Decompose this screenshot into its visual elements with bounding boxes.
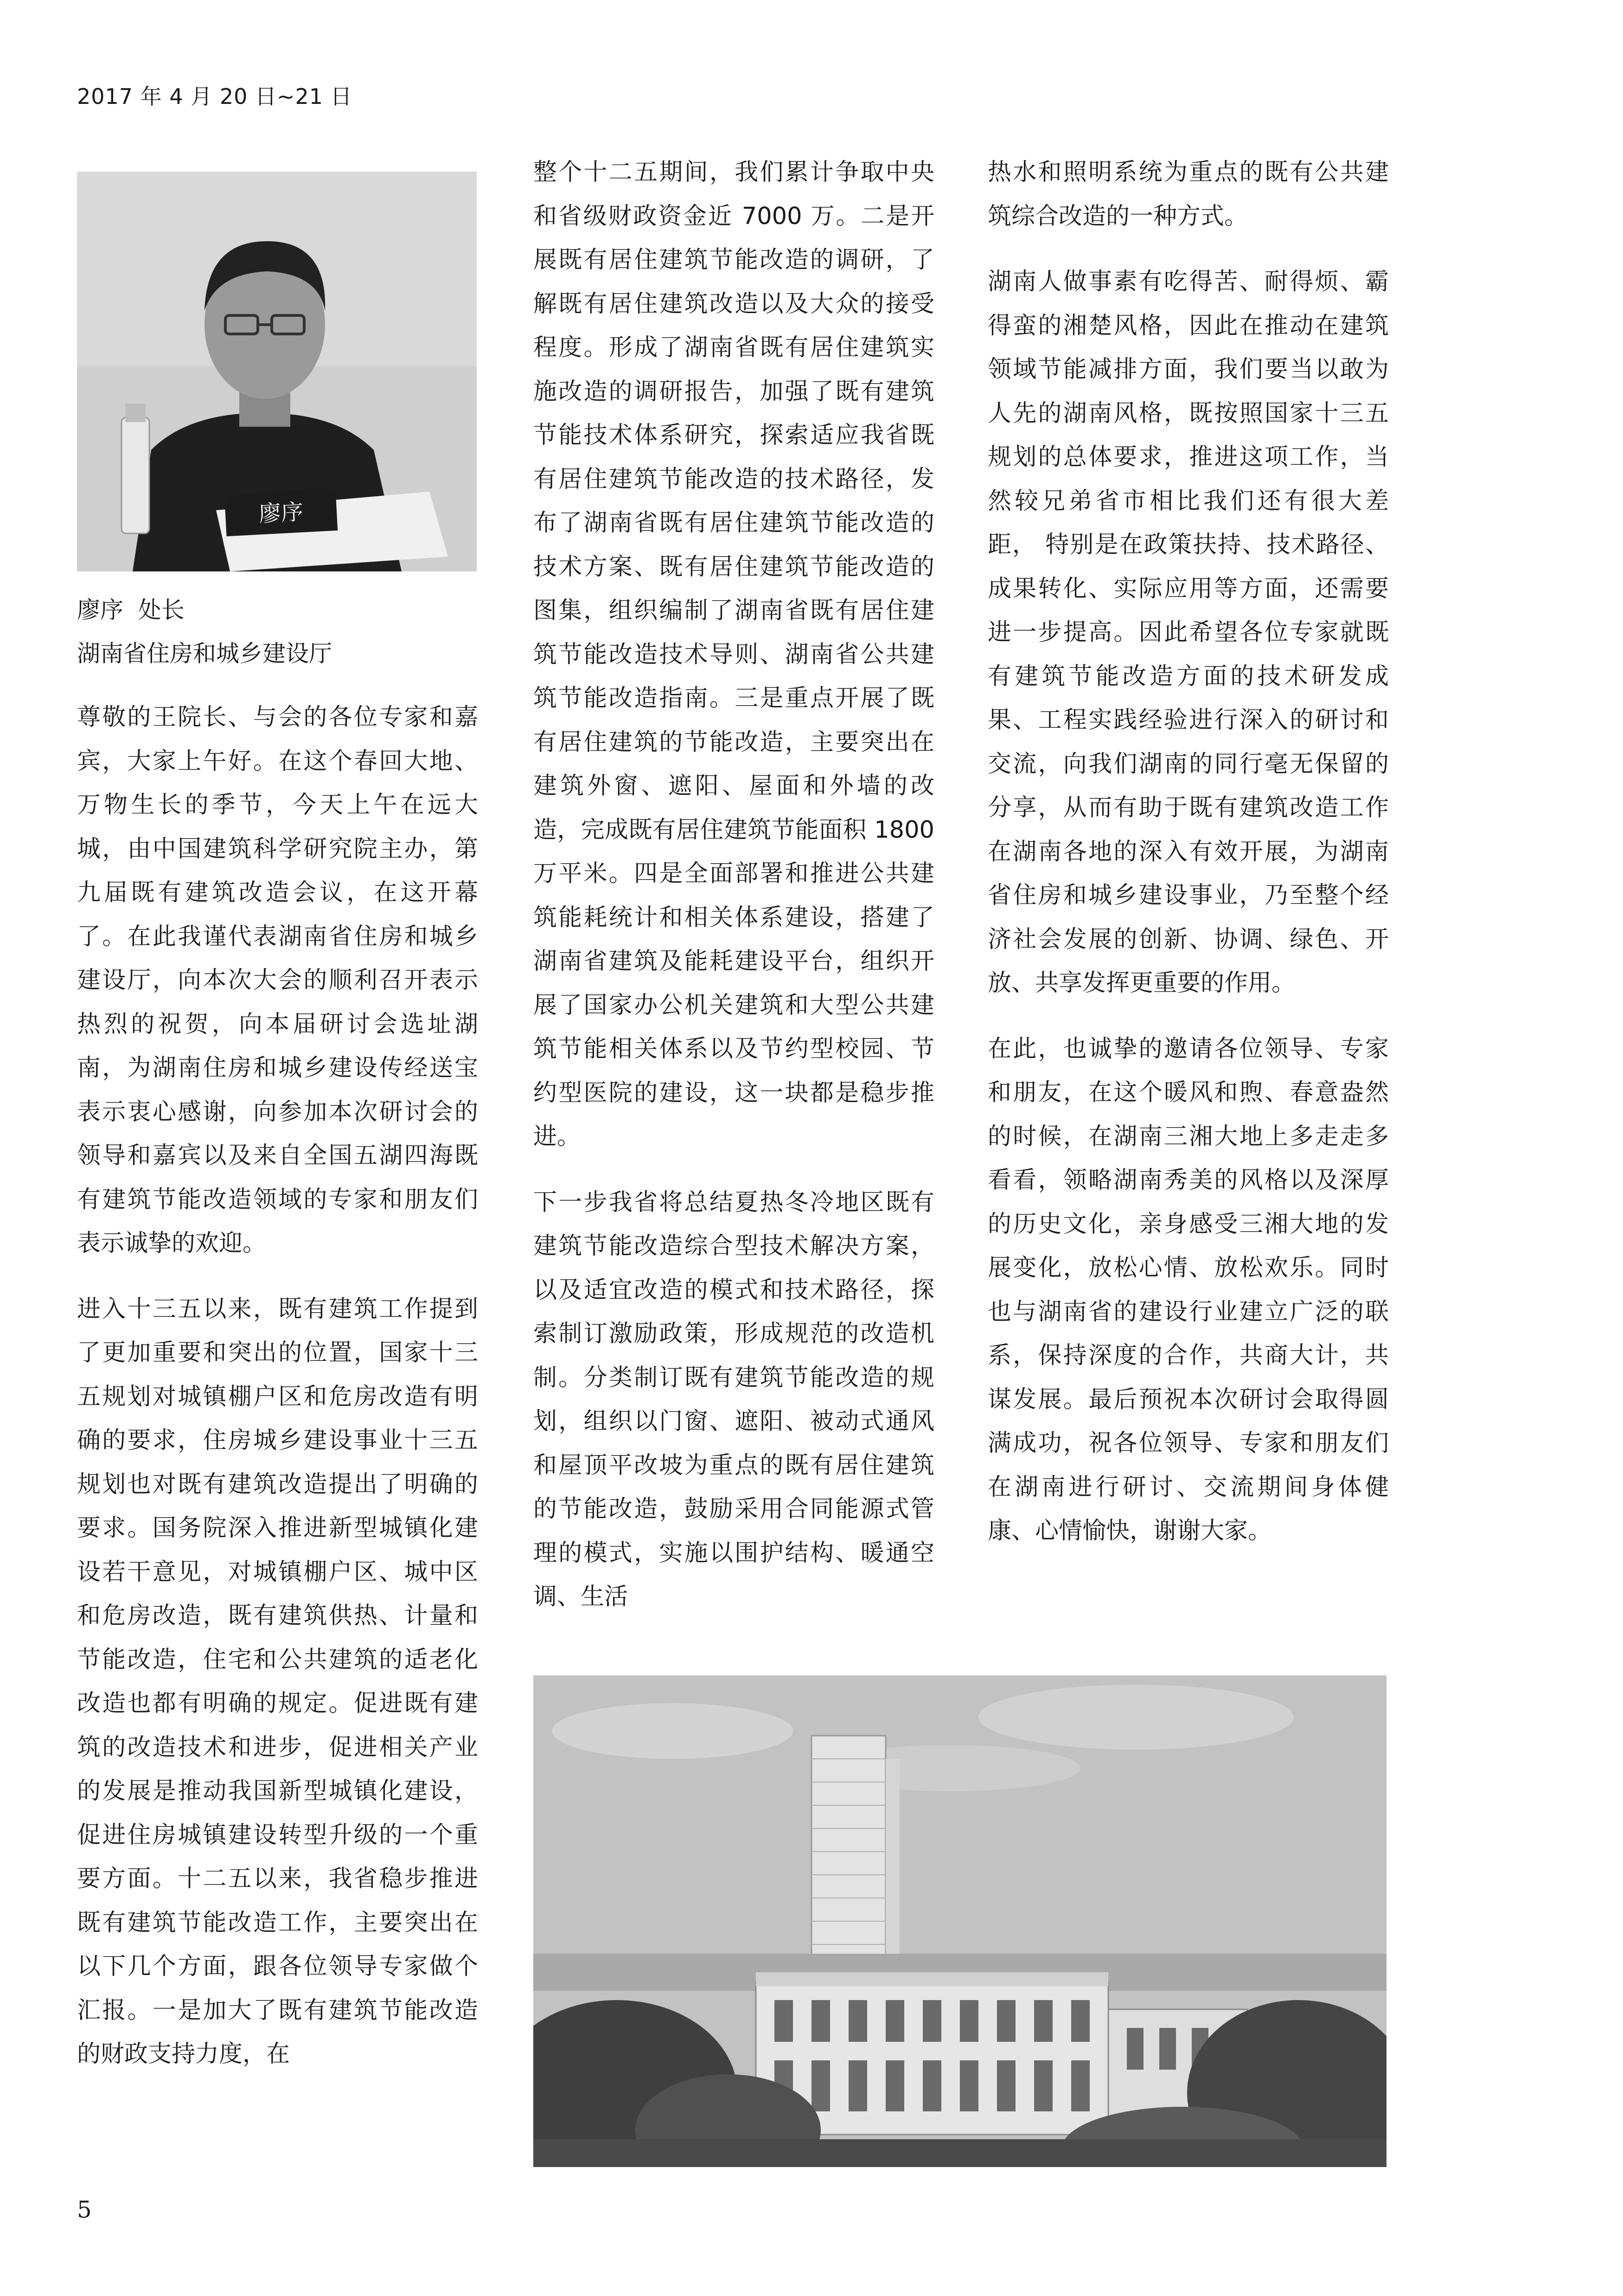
nameplate-text: 廖序: [258, 499, 304, 527]
building-photo: [533, 1675, 1387, 2167]
paragraph: 湖南人做事素有吃得苦、耐得烦、霸得蛮的湘楚风格，因此在推动在建筑领域节能减排方面，我们要当以敢为人先的湖南风格，既按照国家十三五规划的总体要求，推进这项工作，当然较兄弟省市相比我们还有很大差距， 特别是在政策扶持、技术路径、成果转化、实际应用等方面，还需要进一步提高。因此希望各位专家就既有建筑节能改造方面的技术研发成果、工程实践经验进行深入的研讨和交流，向我们湖南的同行毫无保留的分享，从而有助于既有建筑改造工作在湖南各地的深入有效开展，为湖南省住房和城乡建设事业，乃至整个经济社会发展的创新、协调、绿色、开放、共享发挥更重要的作用。: [988, 268, 1389, 997]
paragraph: 整个十二五期间，我们累计争取中央和省级财政资金近 7000 万。二是开展既有居住建筑节能改造的调研，了解既有居住建筑改造以及大众的接受程度。形成了湖南省既有居住建筑实施改造的调研报告，加强了既有建筑节能技术体系研究，探索适应我省既有居住建筑节能改造的技术路径，发布了湖南省既有居住建筑节能改造的技术方案、既有居住建筑节能改造的图集，组织编制了湖南省既有居住建筑节能改造技术导则、湖南省公共建筑节能改造指南。三是重点开展了既有居住建筑的节能改造，主要突出在建筑外窗、遮阳、屋面和外墙的改造，完成既有居住建筑节能面积 1800 万平米。四是全面部署和推进公共建筑能耗统计和相关体系建设，搭建了湖南省建筑及能耗建设平台，组织开展了国家办公机关建筑和大型公共建筑节能相关体系以及节约型校园、节约型医院的建设，这一块都是稳步推进。: [533, 159, 934, 1150]
paragraph: 在此，也诚挚的邀请各位领导、专家和朋友，在这个暖风和煦、春意盎然的时候，在湖南三湘大地上多走走多看看，领略湖南秀美的风格以及深厚的历史文化，亲身感受三湘大地的发展变化，放松心情、放松欢乐。同时也与湖南省的建设行业建立广泛的联系，保持深度的合作，共商大计，共谋发展。最后预祝本次研讨会取得圆满成功，祝各位领导、专家和朋友们在湖南进行研讨、交流期间身体健康、心情愉快，谢谢大家。: [988, 1035, 1389, 1545]
speaker-name-title: 廖序 处长: [77, 596, 185, 623]
speaker-photo: [77, 172, 477, 571]
speaker-photo-drawing: [77, 172, 477, 571]
photo-caption: [77, 588, 332, 675]
text-column-2: [533, 151, 934, 1641]
speaker-organization: 湖南省住房和城乡建设厅: [77, 640, 332, 667]
building-photo-drawing: [533, 1675, 1387, 2167]
page-number: 5: [77, 2196, 92, 2223]
paragraph: 进入十三五以来，既有建筑工作提到了更加重要和突出的位置，国家十三五规划对城镇棚户区和危房改造有明确的要求，住房城乡建设事业十三五规划也对既有建筑改造提出了明确的要求。国务院深入推进新型城镇化建设若干意见，对城镇棚户区、城中区和危房改造，既有建筑供热、计量和节能改造，住宅和公共建筑的适老化改造也都有明确的规定。促进既有建筑的改造技术和进步，促进相关产业的发展是推动我国新型城镇化建设，促进住房城镇建设转型升级的一个重要方面。十二五以来，我省稳步推进既有建筑节能改造工作，主要突出在以下几个方面，跟各位领导专家做个汇报。一是加大了既有建筑节能改造的财政支持力度，在: [77, 1295, 478, 2068]
text-column-1: [77, 696, 478, 2098]
paragraph: 尊敬的王院长、与会的各位专家和嘉宾，大家上午好。在这个春回大地、万物生长的季节，今天上午在远大城，由中国建筑科学研究院主办，第九届既有建筑改造会议，在这开幕了。在此我谨代表湖南省住房和城乡建设厅，向本次大会的顺利召开表示热烈的祝贺，向本届研讨会选址湖南，为湖南住房和城乡建设传经送宝表示衷心感谢，向参加本次研讨会的领导和嘉宾以及来自全国五湖四海既有建筑节能改造领域的专家和朋友们表示诚挚的欢迎。: [77, 704, 478, 1257]
paragraph: 下一步我省将总结夏热冬冷地区既有建筑节能改造综合型技术解决方案，以及适宜改造的模式和技术路径，探索制订激励政策，形成规范的改造机制。分类制订既有建筑节能改造的规划，组织以门窗、遮阳、被动式通风和屋顶平改坡为重点的既有居住建筑的节能改造，鼓励采用合同能源式管理的模式，实施以围护结构、暖通空调、生活: [533, 1188, 934, 1610]
text-column-3: [988, 151, 1389, 1575]
issue-date: 2017 年 4 月 20 日~21 日: [77, 84, 352, 109]
paragraph: 热水和照明系统为重点的既有公共建筑综合改造的一种方式。: [988, 159, 1389, 230]
